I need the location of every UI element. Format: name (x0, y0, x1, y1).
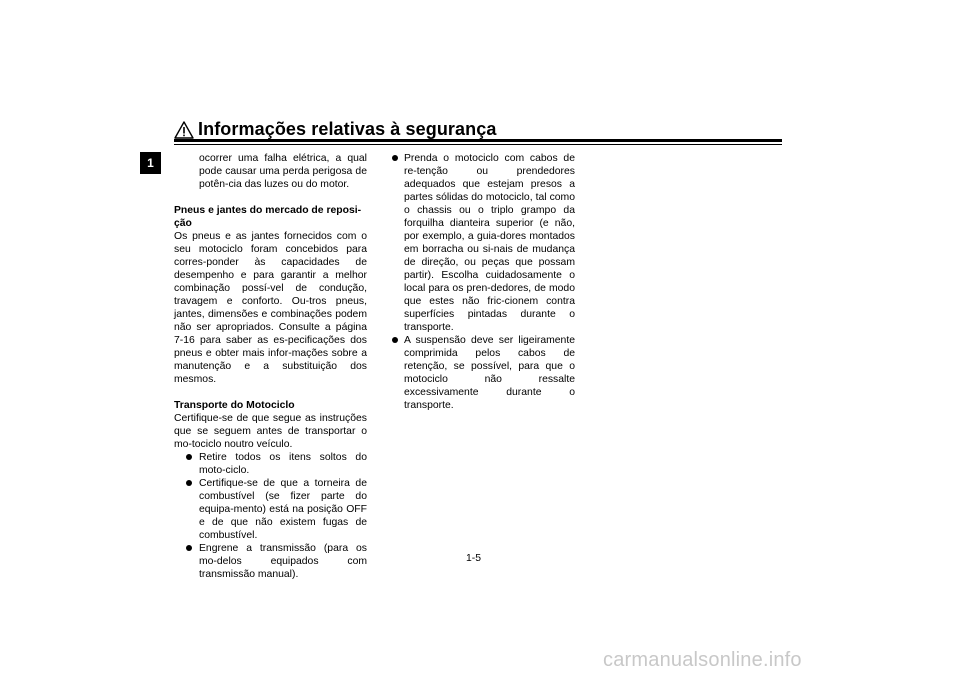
chapter-tab: 1 (140, 152, 161, 174)
list-item: Certifique-se de que a torneira de combustível (se fizer parte do equipa-mento) está na posição OFF e de que não existem fugas de combustível. (174, 477, 367, 542)
left-column (174, 152, 367, 581)
page-title: Informações relativas à segurança (198, 119, 497, 139)
section-body-tyres: Os pneus e as jantes fornecidos com o seu motociclo foram concebidos para corres-ponder às capacidades de desempenho e para garantir a melhor combinação possí-vel de condução, travagem e conforto. Ou-tros pneus, jantes, dimensões e combinações podem não ser apropriados. Consulte a página 7-16 para saber as es-pecificações dos pneus e obter mais infor-mações sobre a manutenção e a substituição dos mesmos. (174, 231, 367, 385)
watermark: carmanualsonline.info (603, 649, 802, 671)
page-number: 1-5 (466, 553, 482, 564)
section-body-transport: Certifique-se de que segue as instruções que se seguem antes de transportar o mo-tociclo noutro veículo. (174, 413, 367, 450)
header-rule (174, 139, 782, 142)
section-heading-transport: Transporte do Motociclo (174, 400, 295, 411)
section-heading-tyres: Pneus e jantes do mercado de reposi-ção (174, 205, 362, 229)
list-item: Retire todos os itens soltos do moto-ciclo. (174, 451, 367, 477)
page-header (174, 119, 496, 140)
continuation-paragraph: ocorrer uma falha elétrica, a qual pode causar uma perda perigosa de potên-cia das luzes ou do motor. (199, 153, 367, 190)
right-column (391, 152, 575, 412)
list-item: Prenda o motociclo com cabos de re-tenção ou prendedores adequados que estejam presos a partes sólidas do motociclo, tal como o chassis ou o triplo grampo da forquilha dianteira superior (e não, por exemplo, a guia-dores montados em borracha ou si-nais de mudança de direção, ou peças que possam partir). Escolha cuidadosamente o local para os pren-dedores, de modo que estes não fric-cionem contra superfícies pintadas durante o transporte. (391, 152, 575, 334)
warning-triangle-icon (174, 121, 194, 139)
list-item: A suspensão deve ser ligeiramente comprimida pelos cabos de retenção, se possível, para que o motociclo não ressalte excessivamente durante o transporte. (391, 334, 575, 412)
list-item: Engrene a transmissão (para os mo-delos equipados com transmissão manual). (174, 542, 367, 581)
header-rule-thin (174, 144, 782, 145)
